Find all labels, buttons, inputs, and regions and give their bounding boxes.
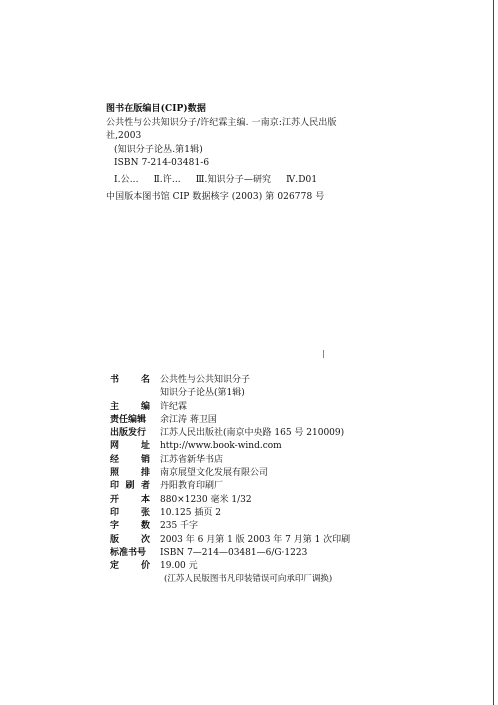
colophon-label: 印 刷 者 bbox=[110, 481, 150, 492]
colophon-label: 印 张 bbox=[110, 507, 150, 518]
cip-line-1: 公共性与公共知识分子/许纪霖主编. 一南京:江苏人民出版 bbox=[106, 117, 337, 128]
colophon-value: 许纪霖 bbox=[160, 401, 188, 412]
cip-subject-1: Ⅰ.公... bbox=[114, 174, 139, 185]
cip-title: 图书在版编目(CIP)数据 bbox=[106, 104, 206, 114]
colophon-row bbox=[110, 427, 410, 440]
cip-check-number: 中国版本图书馆 CIP 数据核字 (2003) 第 026778 号 bbox=[106, 191, 325, 202]
colophon-row bbox=[110, 560, 410, 573]
colophon-row bbox=[110, 387, 410, 400]
colophon-label bbox=[110, 387, 150, 400]
colophon-row bbox=[110, 507, 410, 520]
colophon-row bbox=[110, 414, 410, 427]
colophon-label: 主 编 bbox=[110, 401, 150, 412]
colophon-label: 标准书号 bbox=[110, 547, 147, 558]
colophon-value: 知识分子论丛(第1辑) bbox=[160, 388, 245, 399]
colophon-value: 江苏省新华书店 bbox=[160, 454, 224, 465]
cip-block bbox=[106, 103, 406, 204]
colophon-value: 余江涛 蒋卫国 bbox=[160, 414, 217, 425]
colophon-label: 书 名 bbox=[110, 375, 150, 385]
colophon-label: 版 次 bbox=[110, 534, 150, 545]
colophon-label: 网 址 bbox=[110, 441, 150, 452]
colophon-label: 照 排 bbox=[110, 468, 150, 479]
colophon-label: 责任编辑 bbox=[110, 414, 147, 425]
cip-subject-3: Ⅲ.知识分子—研究 bbox=[195, 174, 272, 185]
cip-subject-2: Ⅱ.许... bbox=[153, 174, 181, 185]
colophon-label: 经 销 bbox=[110, 454, 150, 465]
colophon-value: 19.00 元 bbox=[160, 561, 198, 572]
colophon-row bbox=[110, 494, 410, 507]
colophon-table bbox=[110, 374, 410, 587]
colophon-row bbox=[110, 547, 410, 560]
cip-subjects bbox=[106, 174, 406, 188]
colophon-label: 开 本 bbox=[110, 494, 150, 505]
cip-subject-4: Ⅳ.D01 bbox=[286, 174, 318, 185]
colophon-row bbox=[110, 374, 410, 387]
colophon-label: 出版发行 bbox=[110, 428, 147, 439]
cip-isbn: ISBN 7-214-03481-6 bbox=[114, 158, 210, 169]
colophon-row bbox=[110, 454, 410, 467]
colophon-row bbox=[110, 534, 410, 547]
colophon-label: 定 价 bbox=[110, 561, 150, 572]
colophon-value: 丹阳教育印刷厂 bbox=[160, 481, 224, 492]
colophon-row bbox=[110, 480, 410, 493]
colophon-value: 公共性与公共知识分子 bbox=[160, 375, 251, 385]
colophon-row bbox=[110, 440, 410, 453]
cip-line-2: 社,2003 bbox=[106, 131, 142, 142]
colophon-value: 10.125 插页 2 bbox=[160, 507, 221, 518]
colophon-label: 字 数 bbox=[110, 521, 150, 532]
colophon-value: 2003 年 6 月第 1 版 2003 年 7 月第 1 次印刷 bbox=[160, 534, 351, 545]
colophon-value: http://www.book-wind.com bbox=[160, 441, 282, 452]
page-edge-line bbox=[493, 0, 494, 705]
colophon-value: ISBN 7—214—03481—6/G·1223 bbox=[160, 547, 308, 558]
colophon-value: 235 千字 bbox=[160, 521, 199, 532]
cip-series: (知识分子论丛.第1辑) bbox=[114, 144, 203, 155]
colophon-value: 880×1230 毫米 1/32 bbox=[160, 494, 252, 505]
colophon-row bbox=[110, 520, 410, 533]
colophon-value: 南京展望文化发展有限公司 bbox=[160, 468, 269, 479]
colophon-row bbox=[110, 401, 410, 414]
colophon-note: (江苏人民版图书凡印装错误可向承印厂调换) bbox=[164, 574, 333, 585]
scan-mark bbox=[323, 350, 324, 358]
colophon-row bbox=[110, 467, 410, 480]
colophon-value: 江苏人民出版社(南京中央路 165 号 210009) bbox=[160, 428, 345, 439]
